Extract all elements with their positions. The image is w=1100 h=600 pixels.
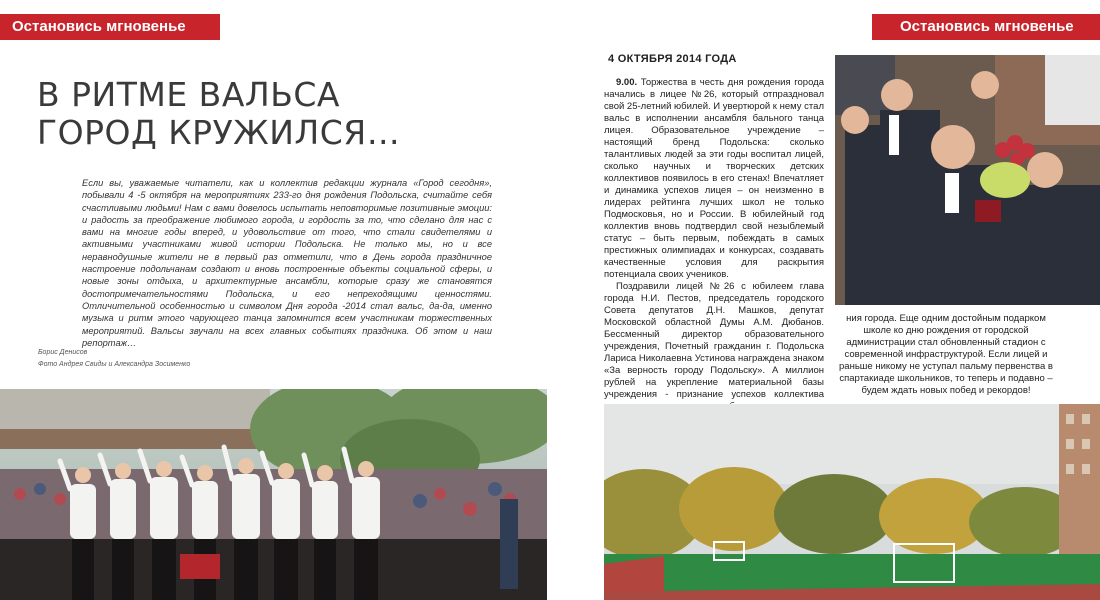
author-credit: Борис Денисов [38,349,88,356]
title-line-1: В РИТМЕ ВАЛЬСА [37,75,340,114]
time-label: 9.00. [616,77,638,88]
article-intro: Если вы, уважаемые читатели, как и коллектив редакции журнала «Город сегодня», побывали 4 -5 октября на мероприятиях 233-го дня рождения Подольска, считайте себя счастливыми людьми! Нам с вами довелось испытать неповторимые позитивные эмоции: и радость за преображение любимого города, и гордость за то, что сделано для нас с вами на многие годы вперед, и удовольствие от того, что стали свидетелями и активными участниками живой истории Подольска. Не только мы, но и все неравнодушные жители не в первый раз отметили, что в День города праздничное настроение подольчанам создают и вновь построенные объекты социальной сферы, и новые зоны отдыха, и архитектурные ансамбли, которые сразу же становятся достопримечательностями Подольска, и его непреходящими ценностями. Отличительной особенностью и символом Дня города -2014 стал вальс, да-да, именно музыка и ритм этого чарующего танца запомнится всем участникам торжественных мероприятий. Вальсы звучали на всех главных событиях праздника. Об этом и наш репортаж… [82,178,492,348]
date-heading: 4 ОКТЯБРЯ 2014 ГОДА [608,53,737,65]
award-ceremony-photo [835,55,1100,305]
article-continuation [838,313,1054,397]
photo-credit: Фото Андрея Свиды и Александра Зосименко [38,361,191,368]
article-title [37,76,400,152]
waltz-dancers-photo [0,389,547,600]
stadium-photo [604,404,1100,600]
title-line-2: ГОРОД КРУЖИЛСЯ… [37,113,401,152]
paragraph-1-text: Торжества в честь дня рождения города начались в лицее №26, который отпраздновал свой 25-летний юбилей. И увертюрой к нему стал вальс в исполнении ансамбля бального танца лицея. Образовательное учреждение – настоящий бренд Подольска: сколько талантливых людей за эти годы воспитал лицей, сколько научных и творческих детских коллективов появилось в его стенах! Впечатляет и динамика успехов лицея – он неизменно в лидерах рейтинга лучших школ не только Подмосковья, но и России. В юбилейный год коллектив вновь подтвердил свой незыблемый статус – быть первым, побеждать в самых престижных олимпиадах и конкурсах, создавать качественные условия для раскрытия потенциала своих учеников. [604,77,824,280]
article-body-column [604,77,824,413]
paragraph-1 [604,77,824,281]
paragraph-2: Поздравили лицей №26 с юбилеем глава города Н.И. Пестов, председатель городского Совета депутатов Д.Н. Машков, депутат Московской областной Думы А.М. Дюбанов. Бессменный директор образовательного учреждения, Почетный гражданин г. Подольска Лариса Николаевна Устинова награждена знаком «За верность городу Подольску». А миллион рублей на укрепление материальной базы учреждения - признание успехов коллектива [604,281,824,400]
paragraph-3: ния города. Еще одним достойным подарком школе ко дню рождения от городской администрации стал обновленный стадион с современной инфраструктурой. Если лицей и раньше никому не уступал пальму первенства в спартакиаде школьников, то теперь и подавно – будем ждать новых побед и рекордов! [839,313,1053,396]
section-tab-left: Остановись мгновенье [0,14,220,40]
section-tab-right: Остановись мгновенье [872,14,1100,40]
